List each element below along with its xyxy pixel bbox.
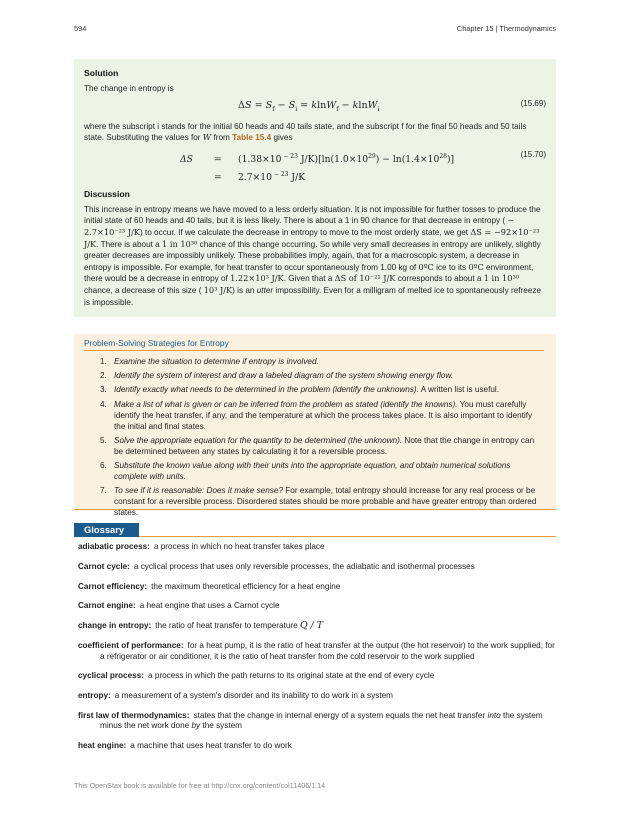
glossary-definition: into [487, 710, 501, 720]
footer: This OpenStax book is available for free at http://cnx.org/content/col11406/1.14 [74, 781, 326, 790]
item-text: A written list is useful. [418, 385, 500, 395]
glossary-item [78, 542, 556, 553]
glossary-item [78, 641, 556, 662]
solution-intro: The change in entropy is [84, 84, 174, 93]
equation-line-1: ΔS = (1.38×10 $^{- 23}$ $J/K)[\ln(1.0\times 10^{29}) - \ln(1.4\times 10^{28})]$ [180, 152, 455, 165]
equation-number: (15.70) [520, 149, 546, 159]
glossary-item [78, 711, 556, 732]
glossary-term: Carnot cycle: [78, 561, 130, 571]
solution-box [74, 59, 556, 317]
item-number: 3. [100, 385, 107, 395]
item-number: 2. [100, 371, 107, 381]
glossary-math: Q / T [299, 620, 324, 632]
strategy-item [84, 370, 544, 381]
item-text: You must carefully identify the heat transfer, if any, and the temperature at which the process takes place. It is also important to identify the initial and final states. [114, 399, 533, 431]
item-number: 6. [100, 460, 107, 470]
glossary-item [78, 671, 556, 682]
equation-15-69 [84, 95, 546, 117]
item-number: 5. [100, 435, 107, 445]
strategy-item [84, 399, 544, 432]
glossary-definition: a machine that uses heat transfer to do work [130, 741, 292, 751]
glossary-item [78, 601, 556, 612]
solution-heading: Solution [84, 68, 119, 78]
glossary-term: first law of thermodynamics: [78, 710, 190, 720]
glossary-item [78, 741, 556, 752]
item-italic: Substitute the known value along with their units into the appropriate equation, and obtain numerical solutions complete with units. [114, 460, 511, 481]
item-number: 4. [100, 399, 107, 409]
glossary-item [78, 582, 556, 593]
strategy-item [84, 485, 544, 518]
glossary-definition: the system minus the net work done [100, 710, 543, 731]
strategy-item [84, 384, 544, 395]
glossary-heading: Glossary [74, 523, 139, 537]
equation-text: $\Delta S = S_f - S_i = klnW_f - klnW_i$ [238, 99, 380, 113]
glossary-definition: a cyclical process that uses only reversible processes, the adiabatic and isothermal processes [133, 561, 475, 571]
glossary-definition: the maximum theoretical efficiency for a heat engine [151, 581, 341, 591]
glossary-definition: the system [200, 721, 243, 731]
strategy-item [84, 435, 544, 457]
glossary-term: coefficient of performance: [78, 640, 184, 650]
item-italic: Examine the situation to determine if entropy is involved. [114, 357, 319, 366]
strategy-box [74, 334, 556, 518]
item-text: Note that the change in entropy can be determined between any states by calculating it for a reversible process. [114, 435, 535, 456]
table-link[interactable]: Table 15.4 [232, 133, 272, 143]
item-italic: Identify exactly what needs to be determined in the problem (identify the unknowns). [114, 385, 419, 395]
solution-paragraph: where the subscript i stands for the initial 60 heads and 40 tails state, and the subscript f for the final 50 heads and 50 tails state. Substituting the values for W from Table 15.4 gives [84, 121, 527, 143]
glossary-term: entropy: [78, 691, 111, 701]
item-text: For example, total entropy should increase for any real process or be constant for a reversible process. Disordered states should be more probable and have greater entropy than ordered states. [114, 486, 537, 518]
glossary-definition: states that the change in internal energy of a system equals the net heat transfer [193, 710, 488, 720]
glossary-definition: a process in which no heat transfer takes place [153, 542, 325, 551]
glossary-term: Carnot efficiency: [78, 581, 148, 591]
item-italic: To see if it is reasonable: Does it make sense? [114, 486, 283, 496]
item-italic: Solve the appropriate equation for the quantity to be determined (the unknown). [114, 435, 403, 445]
glossary-term: adiabatic process: [78, 542, 150, 551]
equation-number: (15.69) [520, 98, 546, 108]
running-header [74, 24, 556, 36]
glossary-term: Carnot engine: [78, 601, 136, 611]
glossary-term: cyclical process: [78, 671, 144, 681]
glossary-bar [74, 523, 556, 537]
glossary-item [78, 621, 556, 632]
glossary-definition: a process in which the path returns to its original state at the end of every cycle [148, 671, 435, 681]
glossary-definition: by [191, 721, 201, 731]
glossary-definition: the ratio of heat transfer to temperature [155, 621, 298, 631]
glossary-definition: for a heat pump, it is the ratio of heat transfer at the output (the hot reservoir) to the work supplied; for a refrigerator or air conditioner, it is the ratio of heat transfer from the cold reservoir to the work supplied [100, 640, 555, 661]
glossary-term: change in entropy: [78, 621, 152, 631]
equation-line-2: = 2.7×10 $^{- 23}$ J/K [214, 170, 306, 183]
glossary-item [78, 691, 556, 702]
equation-15-70 [84, 147, 546, 187]
item-number: 1. [100, 357, 107, 366]
strategy-title: Problem-Solving Strategies for Entropy [84, 338, 544, 351]
glossary-definition: a heat engine that uses a Carnot cycle [139, 601, 280, 611]
discussion-paragraph: This increase in entropy means we have moved to a less orderly situation. It is not impossible for further tosses to produce the initial state of 60 heads and 40 tails, but it is less likely. There is about a 1 in 90 chance for that decrease in entropy ( − 2.7×10⁻²³ J/K) to occur. If we calculate the decrease in entropy to move to the most orderly state, we get ΔS = −92×10⁻²³ J/K. There is about a 1 in 10³⁰ chance of this change occurring. So while very small decreases in entropy are unlikely, slightly greater decreases are impossibly unlikely. These probabilities imply, again, that for a macroscopic system, a decrease in entropy is impossible. For example, for heat transfer to occur spontaneously from 1.00 kg of 0ºC ice to its 0ºC environment, there would be a decrease in entropy of 1.22×10³ J/K. Given that a ΔS of 10⁻²¹ J/K corresponds to about a 1 in 10³⁰ chance, a decrease of this size ( 10³ J/K) is an utter impossibility. Even for a milligram of melted ice to spontaneously refreeze is impossible. [84, 204, 542, 307]
chapter-title: Chapter 15 | Thermodynamics [456, 24, 556, 33]
item-italic: Make a list of what is given or can be inferred from the problem as stated (identify the knowns). [114, 399, 458, 409]
item-italic: Identify the system of interest and draw a labeled diagram of the system showing energy flow. [114, 371, 454, 381]
page-number: 594 [74, 24, 87, 33]
strategy-item [84, 356, 544, 367]
strategy-list [84, 356, 544, 518]
glossary-definition: a measurement of a system's disorder and its inability to do work in a system [114, 691, 393, 701]
glossary-term: heat engine: [78, 741, 127, 751]
discussion-heading: Discussion [84, 188, 130, 199]
glossary-list [78, 542, 556, 761]
strategy-item [84, 460, 544, 482]
item-number: 7. [100, 486, 107, 496]
glossary-item [78, 562, 556, 573]
